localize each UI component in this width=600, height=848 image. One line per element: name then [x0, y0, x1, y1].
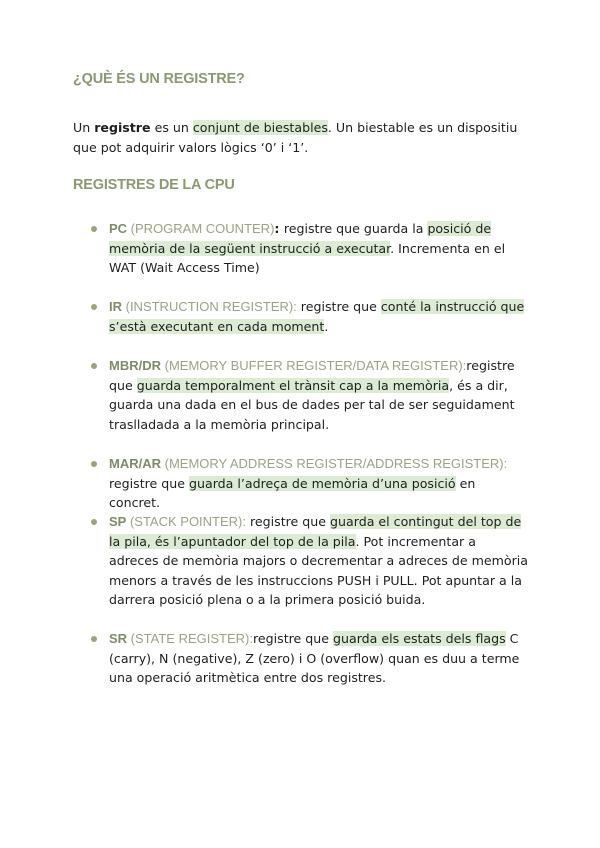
- register-highlight: posició de memòria de la següent instrucció a executar: [109, 221, 492, 256]
- register-abbr: MBR/DR: [109, 358, 161, 373]
- register-text: .: [324, 318, 329, 334]
- register-highlight: guarda temporalment el trànsit cap a la memòria: [136, 377, 450, 393]
- register-abbr: IR: [109, 299, 122, 314]
- bullet-icon: [91, 519, 97, 525]
- register-text: registre que: [250, 514, 331, 529]
- register-item-mar-ar: [109, 454, 529, 513]
- register-full-name: (PROGRAM COUNTER): [127, 221, 275, 236]
- register-text: C (carry), N (negative), Z (zero) i O (overflow) quan es duu a terme una operació aritmètica entre dos registres.: [109, 631, 520, 685]
- register-item-pc: [109, 219, 529, 278]
- bullet-icon: [91, 226, 97, 232]
- register-full-name: (MEMORY BUFFER REGISTER/DATA REGISTER):: [161, 358, 467, 373]
- intro-keyword: registre: [94, 120, 151, 135]
- register-separator: :: [274, 221, 284, 236]
- register-text: . Incrementa en el WAT (Wait Access Time): [109, 240, 506, 275]
- register-highlight: guarda els estats dels flags: [333, 631, 506, 646]
- bullet-icon: [91, 363, 97, 369]
- register-text: registre que: [300, 299, 381, 314]
- page-title: ¿QUÈ ÉS UN REGISTRE?: [73, 71, 245, 87]
- register-text: registre que: [109, 475, 190, 491]
- bullet-icon: [91, 461, 97, 467]
- intro-highlight: conjunt de biestables: [192, 120, 328, 135]
- register-full-name: (STATE REGISTER):: [127, 631, 253, 646]
- register-abbr: PC: [109, 221, 128, 236]
- register-item-sp: [109, 512, 529, 610]
- register-highlight: conté la instrucció que s’està executant en cada moment: [109, 299, 525, 334]
- register-text: registre que: [252, 631, 334, 646]
- intro-text: . Un biestable es un dispositiu que pot adquirir valors lògics ‘0’ i ‘1’.: [73, 120, 518, 155]
- register-abbr: SP: [109, 514, 127, 529]
- bullet-icon: [91, 304, 97, 310]
- register-text: . Pot incrementar a adreces de memòria majors o decrementar a adreces de memòria menors a través de les instruccions PUSH i PULL. Pot apuntar a la darrera posició plena o a la primera posició buida.: [109, 533, 528, 607]
- register-text: registre que: [109, 358, 515, 393]
- register-text: registre que guarda la: [283, 221, 428, 236]
- register-highlight: guarda l’adreça de memòria d’una posició: [189, 475, 456, 491]
- bullet-icon: [91, 636, 97, 642]
- register-full-name: (INSTRUCTION REGISTER):: [122, 299, 297, 314]
- intro-text: es un: [150, 120, 193, 135]
- register-abbr: MAR/AR: [109, 456, 161, 471]
- register-text: , és a dir, guarda una dada en el bus de dades per tal de ser seguidament traslladada a la memòria principal.: [109, 377, 515, 432]
- register-abbr: SR: [109, 631, 128, 646]
- intro-text: Un: [73, 120, 95, 135]
- register-item-ir: [109, 297, 529, 336]
- register-text: en concret.: [109, 475, 476, 510]
- register-full-name: (STACK POINTER):: [126, 514, 246, 529]
- register-item-mbr-dr: [109, 356, 529, 434]
- register-highlight: guarda el contingut del top de la pila, és l’apuntador del top de la pila: [109, 514, 522, 549]
- register-full-name: (MEMORY ADDRESS REGISTER/ADDRESS REGISTER):: [161, 456, 508, 471]
- intro-paragraph: [73, 118, 528, 158]
- section-title: REGISTRES DE LA CPU: [73, 177, 235, 193]
- register-item-sr: [109, 629, 529, 688]
